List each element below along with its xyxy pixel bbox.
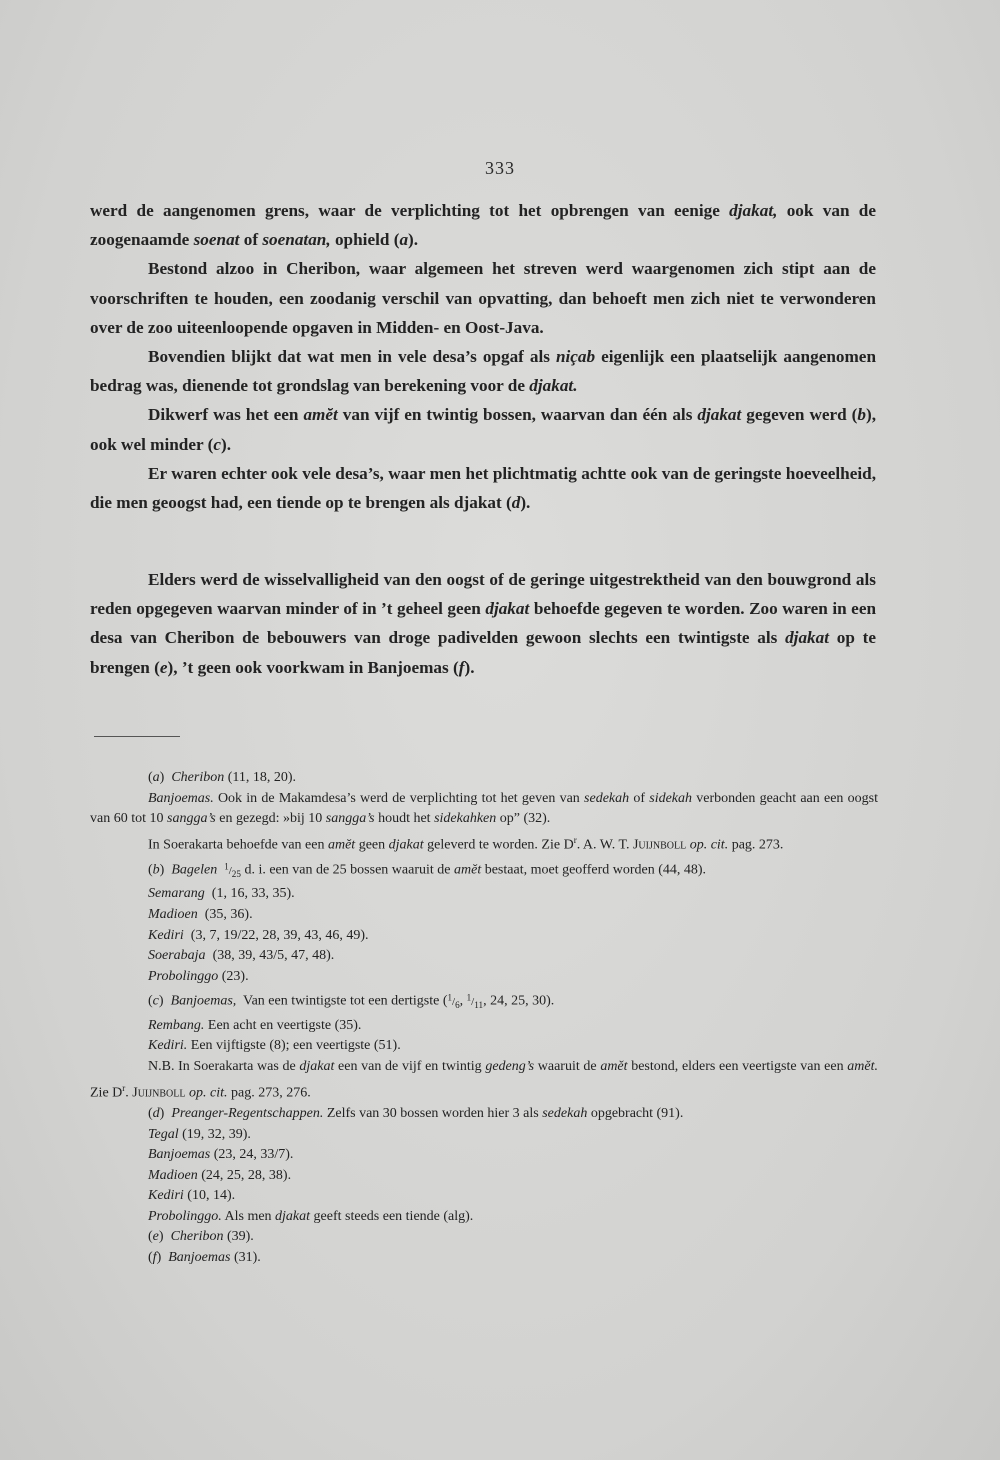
- footnote-d-line-3: Banjoemas (23, 24, 33/7).: [148, 1147, 294, 1163]
- footnotes: [90, 768, 878, 1269]
- footnote-e-line-1: (e) Cheribon (39).: [148, 1229, 254, 1245]
- footnote-b-line-1: (b) Bagelen $^1/_{25}$ d. i. een van de 25 bossen waaruit de amĕt bestaat, moet geofferd worden (44, 48).: [148, 861, 707, 879]
- footnote-b-line-3: Madioen (35, 36).: [148, 907, 253, 923]
- paragraph-2: Bestond alzoo in Cheribon, waar algemeen het streven werd waargenomen zich stipt aan de voorschriften te houden, een zoodanig verschil van opvatting, dan behoeft men zich niet te verwonderen over de zoo uiteenloopende opgaven in Midden- en Oost-Java.: [90, 259, 876, 337]
- footnote-d-line-5: Kediri (10, 14).: [148, 1188, 236, 1204]
- main-text-block-2: [90, 565, 876, 682]
- footnote-b-line-6: Probolinggo (23).: [148, 968, 249, 984]
- page-number: 333: [485, 158, 515, 178]
- footnote-b-line-4: Kediri (3, 7, 19/22, 28, 39, 43, 46, 49).: [148, 927, 369, 943]
- paragraph-6: Elders werd de wisselvalligheid van den oogst of de geringe uitgestrektheid van den bouwgrond als reden opgegeven waarvan minder of in ’t geheel geen djakat behoefde gegeven te worden. Zoo waren in een desa van Cheribon de bebouwers van droge padivelden gewoon slechts een twintigste als djakat op te brengen (e), ’t geen ook voorkwam in Banjoemas (f).: [90, 570, 877, 677]
- footnote-b-line-2: Semarang (1, 16, 33, 35).: [148, 886, 295, 902]
- footnote-d-line-2: Tegal (19, 32, 39).: [148, 1126, 251, 1142]
- paragraph-5: Er waren echter ook vele desa’s, waar men het plichtmatig achtte ook van de geringste hoeveelheid, die men geoogst had, een tiende op te brengen als djakat (d).: [90, 463, 876, 513]
- footnote-c-line-1: (c) Banjoemas, Van een twintigste tot een dertigste ($^1/_6$, $^1/_{11}$, 24, 25, 30).: [148, 992, 555, 1011]
- paragraph-1: werd de aangenomen grens, waar de verplichting tot het opbrengen van eenige djakat, ook van de zoogenaamde soenat of soenatan, ophield (a).: [90, 201, 876, 250]
- footnote-d-line-6: Probolinggo. Als men djakat geeft steeds een tiende (alg).: [148, 1208, 474, 1224]
- footnote-b-line-5: Soerabaja (38, 39, 43/5, 47, 48).: [148, 948, 335, 964]
- footnote-d-line-1: (d) Preanger-Regentschappen. Zelfs van 30 bossen worden hier 3 als sedekah opgebracht (91).: [148, 1105, 684, 1121]
- footnote-d-line-4: Madioen (24, 25, 28, 38).: [148, 1167, 292, 1183]
- footnote-a-line-3: In Soerakarta behoefde van een amĕt geen djakat geleverd te worden. Zie $D^r$. A. W. T. Juijnboll op. cit. pag. 273.: [148, 834, 784, 853]
- footnote-divider: [94, 736, 180, 737]
- footnote-c-line-3: Kediri. Een vijftigste (8); een veertigste (51).: [148, 1038, 401, 1054]
- footnote-f-line-1: (f) Banjoemas (31).: [148, 1250, 261, 1266]
- footnote-a-line-2: Banjoemas. Ook in de Makamdesa’s werd de verplichting tot het geven van sedekah of sidekah verbonden geacht aan een oogst van 60 tot 10 sangga’s en gezegd: »bij 10 sangga’s houdt het sidekahken op” (32).: [90, 790, 878, 827]
- main-text-block-1: [90, 196, 876, 517]
- footnote-a-line-1: (a) Cheribon (11, 18, 20).: [148, 770, 297, 785]
- paragraph-4: Dikwerf was het een amĕt van vijf en twintig bossen, waarvan dan één als djakat gegeven werd (b), ook wel minder (c).: [90, 405, 876, 454]
- footnote-c-line-2: Rembang. Een acht en veertigste (35).: [148, 1017, 362, 1033]
- paragraph-3: Bovendien blijkt dat wat men in vele desa’s opgaf als niçab eigenlijk een plaatselijk aangenomen bedrag was, dienende tot grondslag van berekening voor de djakat.: [90, 347, 876, 396]
- footnote-c-line-4: N.B. In Soerakarta was de djakat een van de vijf en twintig gedeng’s waaruit de amĕt bestond, elders een veertigste van een amĕt. Zie $D^r$. Juijnboll op. cit. pag. 273, 276.: [90, 1059, 878, 1101]
